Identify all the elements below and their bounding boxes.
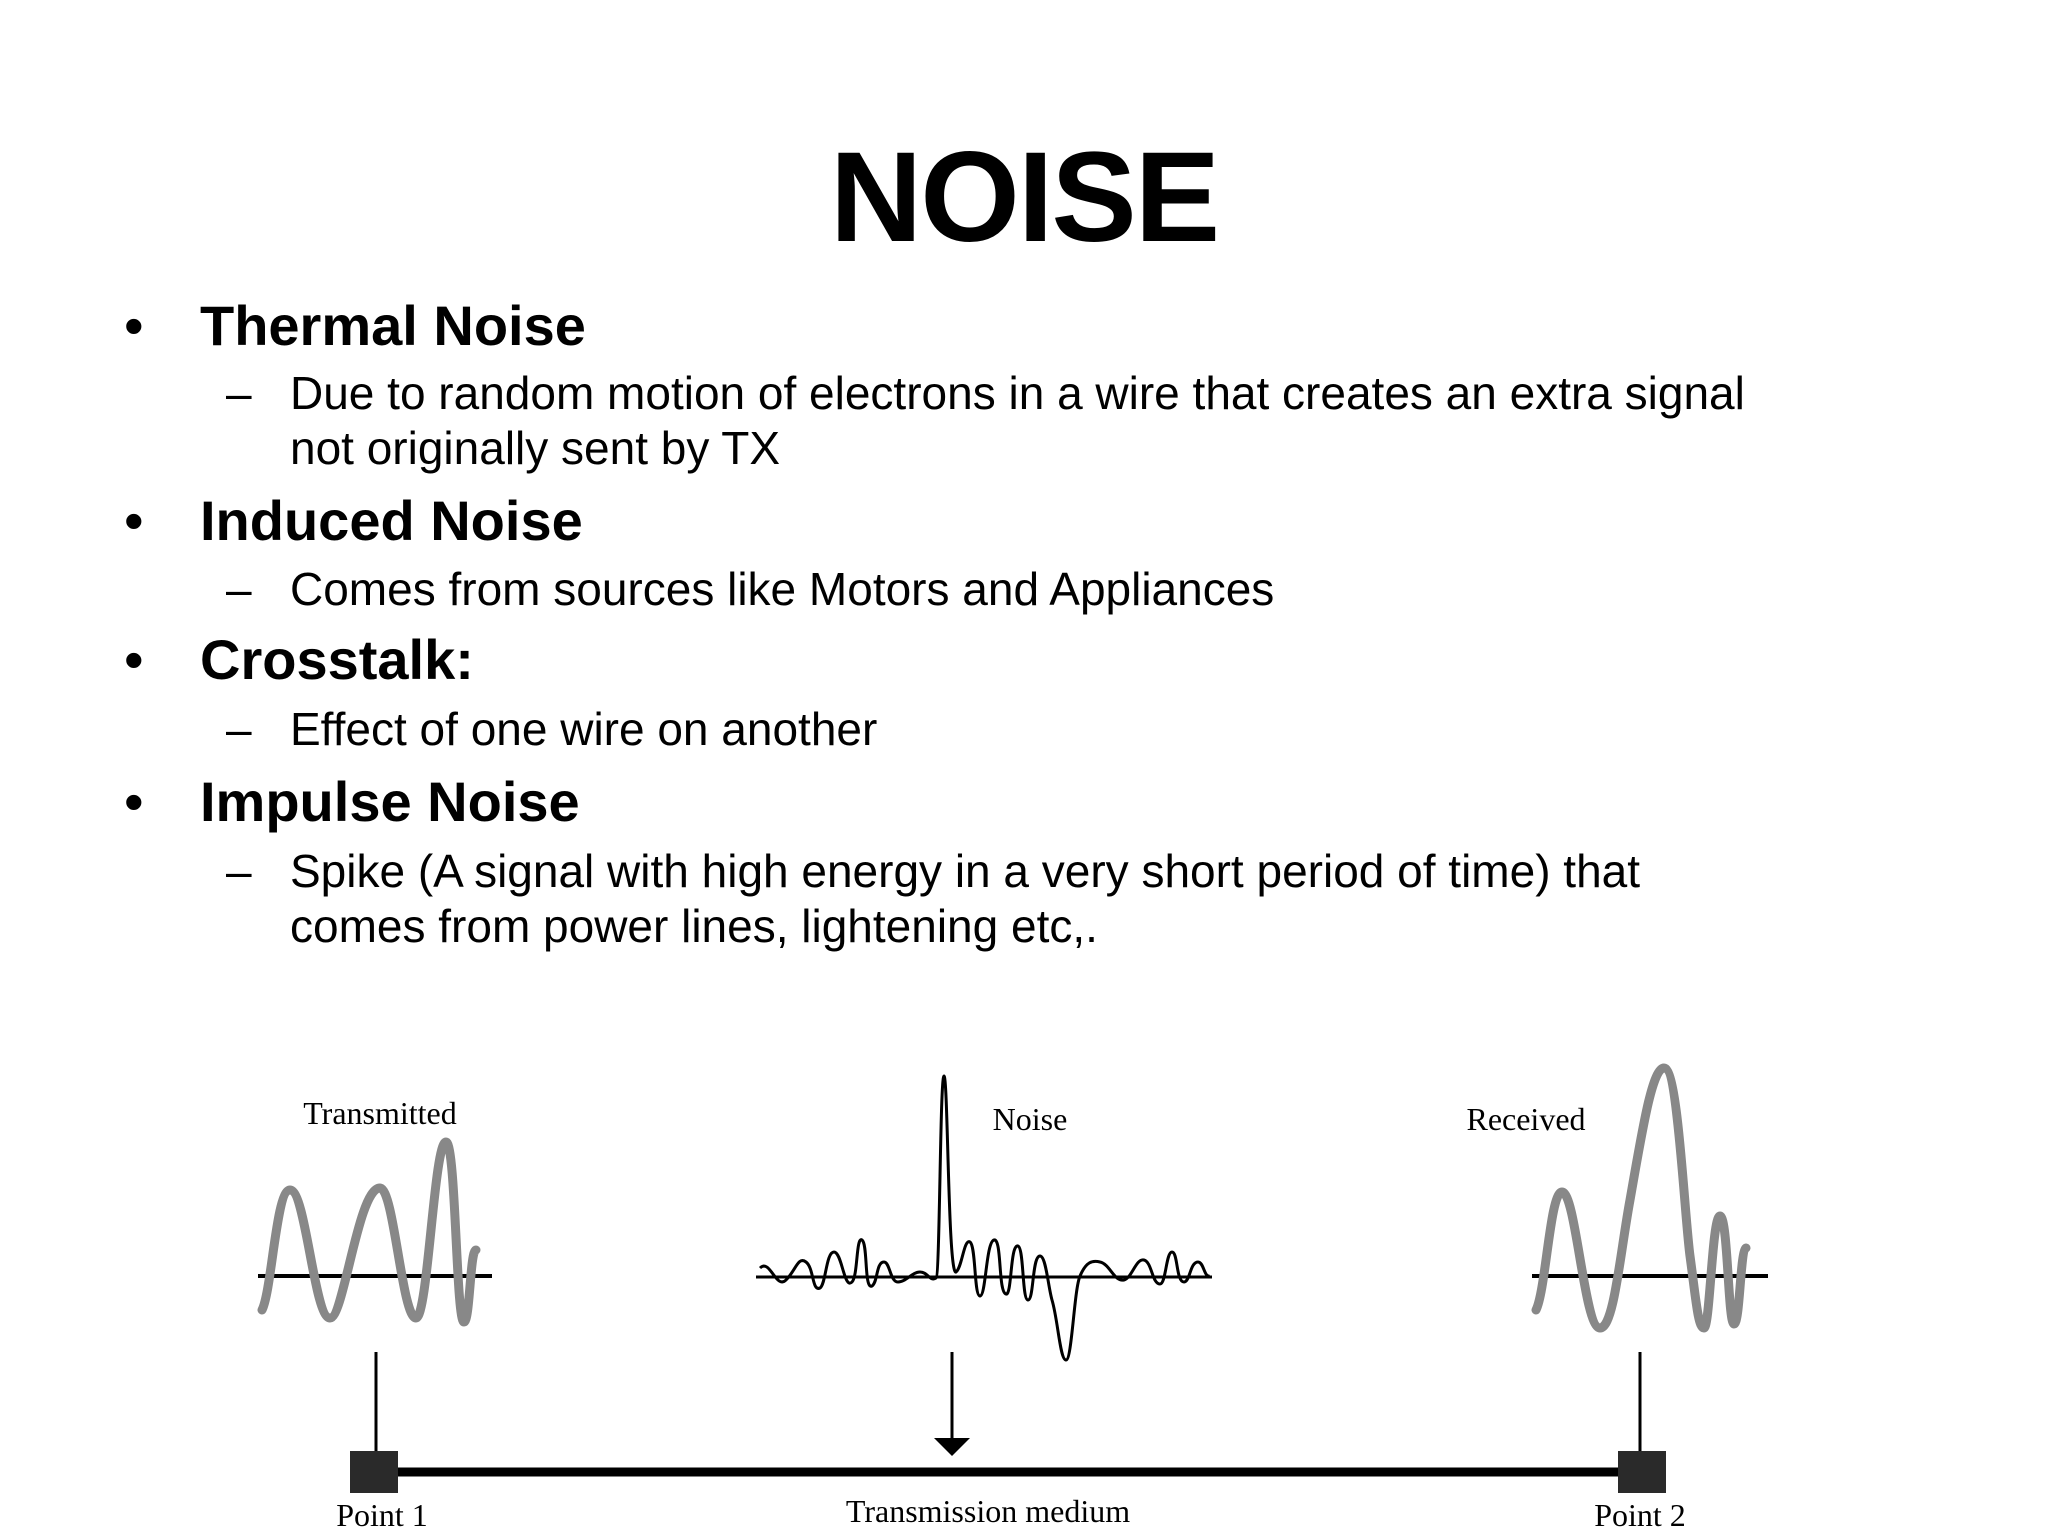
bullet-thermal-noise: Thermal Noise: [200, 294, 586, 357]
noise-waveform: [756, 1076, 1212, 1456]
detail-thermal-line1: Due to random motion of electrons in a wire that creates an extra signal: [290, 367, 1745, 419]
bullet-dot-thermal: •: [124, 294, 144, 357]
dash-crosstalk: –: [226, 703, 252, 755]
noise-label: Noise: [992, 1101, 1068, 1137]
medium-label: Transmission medium: [845, 1493, 1131, 1529]
dash-induced: –: [226, 563, 252, 615]
point2-label: Point 2: [1594, 1497, 1686, 1533]
bullet-dot-crosstalk: •: [124, 628, 144, 691]
transmitted-waveform: [258, 1095, 492, 1456]
bullet-dot-impulse: •: [124, 770, 144, 833]
detail-induced-line1: Comes from sources like Motors and Appliances: [290, 563, 1275, 615]
transmitted-signal-curve: [262, 1142, 476, 1322]
bullet-crosstalk: Crosstalk:: [200, 628, 474, 691]
point1-label: Point 1: [336, 1497, 428, 1533]
dash-impulse: –: [226, 845, 252, 897]
noise-diagram: [0, 1040, 2048, 1536]
transmitted-label: Transmitted: [303, 1095, 457, 1131]
point2-node: [1618, 1451, 1666, 1493]
point1-node: [350, 1451, 398, 1493]
detail-thermal-line2: not originally sent by TX: [290, 422, 781, 474]
noise-signal-curve: [760, 1076, 1210, 1360]
detail-impulse-line2: comes from power lines, lightening etc,.: [290, 900, 1098, 952]
received-label: Received: [1466, 1101, 1586, 1137]
transmission-medium: [336, 1451, 1686, 1533]
detail-impulse-line1: Spike (A signal with high energy in a very short period of time) that: [290, 845, 1641, 897]
detail-crosstalk-line1: Effect of one wire on another: [290, 703, 878, 755]
received-waveform: [1466, 1068, 1768, 1456]
slide-title: NOISE: [829, 126, 1219, 269]
bullet-induced-noise: Induced Noise: [200, 489, 583, 552]
dash-thermal: –: [226, 367, 252, 419]
bullet-dot-induced: •: [124, 489, 144, 552]
bullet-impulse-noise: Impulse Noise: [200, 770, 580, 833]
noise-arrowhead: [934, 1438, 970, 1456]
